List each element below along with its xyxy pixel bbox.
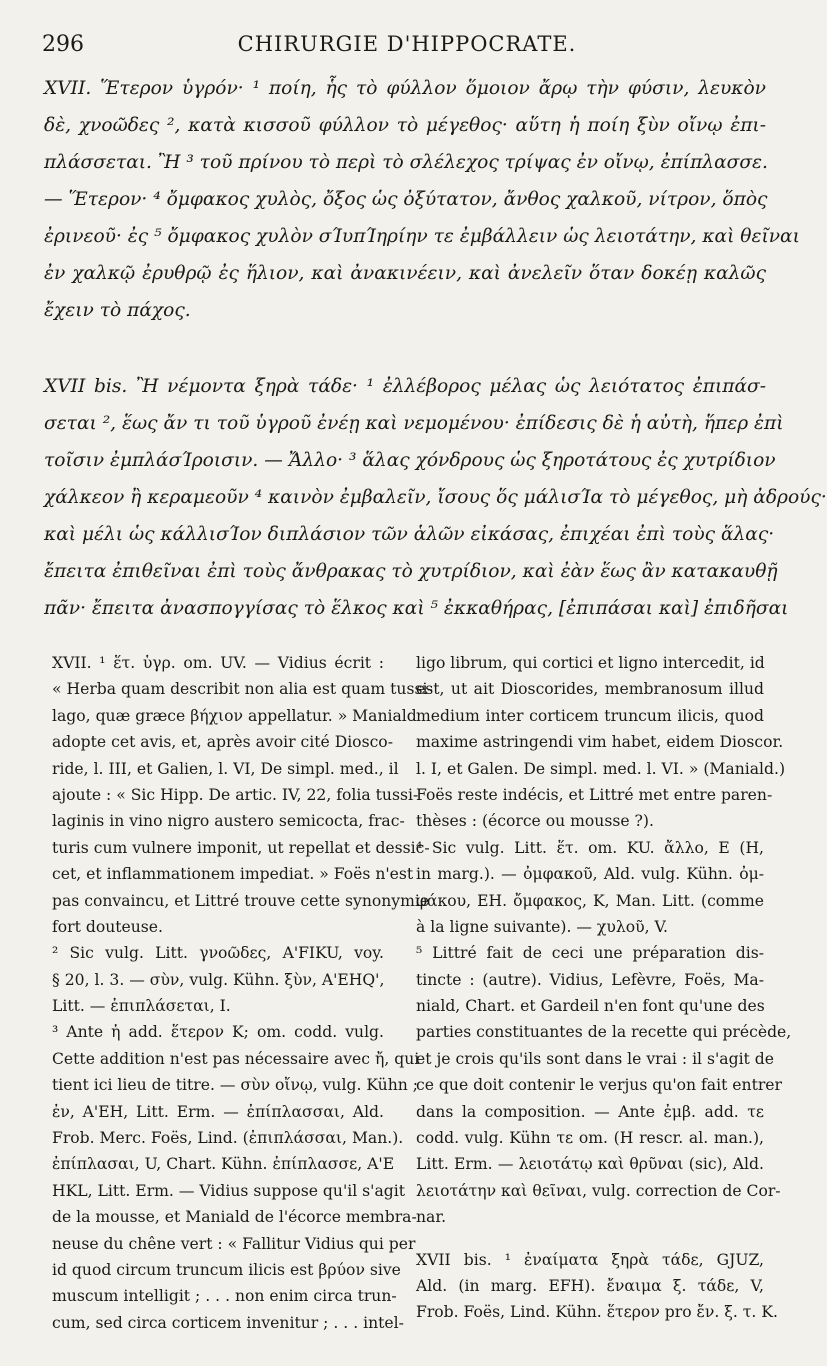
note-line: muscum intelligit ; . . . non enim circa trun- [52,1287,397,1306]
note-line: ajoute : « Sic Hipp. De artic. IV, 22, folia tussi- [52,785,419,804]
note-line: ἐν, A'EH, Litt. Erm. — ἐπίπλασσαι, Ald. [52,1102,384,1121]
note-line: in marg.). — ὀμφακοῦ, Ald. vulg. Kühn. ὀμ- [416,865,764,884]
text-line: πλάσσεται. Ἢ ³ τοῦ πρίνου τὸ περὶ τὸ σλέλεχος τρίψας ἐν οἴνῳ, ἐπίπλασσε. [44,152,768,173]
note-line: ³ Ante ἡ add. ἕτερον K; om. codd. vulg. [52,1023,384,1042]
note-line: maxime astringendi vim habet, eidem Dioscor. [416,733,784,752]
text-line: πᾶν· ἔπειτα ἀνασπογγίσας τὸ ἕλκος καὶ ⁵ ἐκκαθήρας, [ἐπιπάσαι καὶ] ἐπιδῆσαι [44,598,789,619]
note-line: Litt. — ἐπιπλάσεται, I. [52,997,231,1016]
footnotes-right-column [416,650,792,1326]
note-spacer [416,1231,764,1247]
text-line: ἐν χαλκῷ ἐρυθρῷ ἐς ἥλιον, καὶ ἀνακινέειν, καὶ ἀνελεῖν ὅταν δοκέῃ καλῶς [44,263,766,284]
note-line: ride, l. III, et Galien, l. VI, De simpl. med., il [52,759,399,778]
text-line: ἐρινεοῦ· ἐς ⁵ ὄμφακος χυλὸν σΊυπΊηρίην τε ἐμβάλλειν ὡς λειοτάτην, καὶ θεῖναι [44,226,800,247]
note-line: codd. vulg. Kühn τε om. (H rescr. al. man.), [416,1129,764,1148]
note-line: cum, sed circa corticem invenitur ; . . . intel- [52,1313,404,1332]
note-line: de la mousse, et Maniald de l'écorce membra- [52,1208,417,1227]
text-line: XVII. Ἕτερον ὑγρόν· ¹ ποίη, ἧς τὸ φύλλον ὅμοιον ἄρῳ τὴν φύσιν, λευκὸν [44,78,766,99]
note-line: dans la composition. — Ante ἐμβ. add. τε [416,1102,764,1121]
note-line: ce que doit contenir le verjus qu'on fait entrer [416,1076,782,1095]
note-line: Litt. Erm. — λειοτάτῳ καὶ θρῦναι (sic), Ald. [416,1155,764,1174]
text-line: σεται ², ἕως ἄν τι τοῦ ὑγροῦ ἐνέῃ καὶ νεμομένου· ἐπίδεσις δὲ ἡ αὐτὴ, ἥπερ ἐπὶ [44,413,784,434]
note-line: φάκου, EH. ὄμφακος, K, Man. Litt. (comme [416,891,764,910]
note-line: adopte cet avis, et, après avoir cité Diosco- [52,733,393,752]
note-line: id quod circum truncum ilicis est βρύον sive [52,1260,401,1279]
note-line: cet, et inflammationem impediat. » Foës n'est [52,865,414,884]
note-line: turis cum vulnere imponit, ut repellat et dessic- [52,838,430,857]
note-line: ἐπίπλασαι, U, Chart. Kühn. ἐπίπλασσε, A'E [52,1155,395,1174]
note-line: ⁵ Littré fait de ceci une préparation dis- [416,944,764,963]
note-line: HKL, Litt. Erm. — Vidius suppose qu'il s'agit [52,1181,405,1200]
note-line: tincte : (autre). Vidius, Lefèvre, Foës, Ma- [416,970,764,989]
note-line: ⁴ Sic vulg. Litt. ἕτ. om. KU. ἄλλο, E (H, [416,838,764,857]
text-line: χάλκεον ἢ κεραμεοῦν ⁴ καινὸν ἐμβαλεῖν, ἴσους ὅς μάλισΊα τὸ μέγεθος, μὴ ἀδρούς· [44,487,827,508]
text-line: XVII bis. Ἢ νέμοντα ξηρὰ τάδε· ¹ ἐλλέβορος μέλας ὡς λειότατος ἐπιπάσ- [44,376,766,397]
note-line: tient ici lieu de titre. — σὺν οἴνῳ, vulg. Kühn ; [52,1076,419,1095]
running-title: CHIRURGIE D'HIPPOCRATE. [237,32,577,56]
note-line: pas convaincu, et Littré trouve cette synonymie [52,891,430,910]
note-line: § 20, l. 3. — σὺν, vulg. Kühn. ξὺν, A'EHQ', [52,970,385,989]
note-line: et je crois qu'ils sont dans le vrai : il s'agit de [416,1049,774,1068]
note-line: Foës reste indécis, et Littré met entre paren- [416,785,773,804]
note-line: à la ligne suivante). — χυλοῦ, V. [416,917,668,936]
note-line: XVII. ¹ ἕτ. ὑγρ. om. UV. — Vidius écrit : [52,654,384,672]
note-line: l. I, et Galen. De simpl. med. l. VI. » (Maniald.) [416,759,786,778]
page-header [42,32,772,62]
note-line: est, ut ait Dioscorides, membranosum illud [416,680,764,699]
note-line: Cette addition n'est pas nécessaire avec ἤ, qui [52,1049,420,1068]
note-line: « Herba quam describit non alia est quam tussi- [52,680,433,699]
note-line: fort douteuse. [52,917,163,936]
note-line: XVII bis. ¹ ἐναίματα ξηρὰ τάδε, GJUZ, [416,1250,764,1269]
text-line: ἔχειν τὸ πάχος. [44,300,191,321]
text-line: τοῖσιν ἐμπλάσΊροισιν. — Ἄλλο· ³ ἅλας χόνδρους ὡς ξηροτάτους ἐς χυτρίδιον [44,450,776,471]
note-line: Frob. Merc. Foës, Lind. (ἐπιπλάσσαι, Man.). [52,1129,404,1148]
text-line: δὲ, χνοῶδες ², κατὰ κισσοῦ φύλλον τὸ μέγεθος· αὕτη ἡ ποίη ξὺν οἴνῳ ἐπι- [44,115,766,136]
note-line: Ald. (in marg. EFH). ἔναιμα ξ. τάδε, V, [416,1276,764,1295]
note-line: neuse du chêne vert : « Fallitur Vidius qui per [52,1234,416,1253]
note-line: parties constituantes de la recette qui précède, [416,1023,792,1042]
note-line: Frob. Foës, Lind. Kühn. ἕτερον pro ἔν. ξ. τ. K. [416,1303,778,1322]
note-line: laginis in vino nigro austero semicocta, frac- [52,812,405,831]
note-line: ligo librum, qui cortici et ligno intercedit, id [416,654,765,672]
note-line: thèses : (écorce ou mousse ?). [416,812,654,831]
text-line: ἔπειτα ἐπιθεῖναι ἐπὶ τοὺς ἄνθρακας τὸ χυτρίδιον, καὶ ἐὰν ἕως ἂν κατακαυθῇ [44,561,778,582]
section-xvii-bis [44,368,827,627]
note-line: niald, Chart. et Gardeil n'en font qu'une des [416,997,765,1016]
text-line: καὶ μέλι ὡς κάλλισΊον διπλάσιον τῶν ἁλῶν εἰκάσας, ἐπιχέαι ἐπὶ τοὺς ἅλας· [44,524,775,545]
note-line: λειοτάτην καὶ θεῖναι, vulg. correction de Cor- [416,1181,781,1200]
note-line: medium inter corticem truncum ilicis, quod [416,706,764,725]
page-number: 296 [42,32,84,57]
text-line: — Ἕτερον· ⁴ ὄμφακος χυλὸς, ὄξος ὡς ὀξύτατον, ἄνθος χαλκοῦ, νίτρον, ὅπὸς [44,189,768,210]
note-line: nar. [416,1208,447,1227]
section-xvii [44,70,800,329]
note-line: lago, quæ græce βήχιον appellatur. » Maniald [52,706,417,725]
note-line: ² Sic vulg. Litt. γνοῶδες, A'FIKU, voy. [52,944,384,963]
